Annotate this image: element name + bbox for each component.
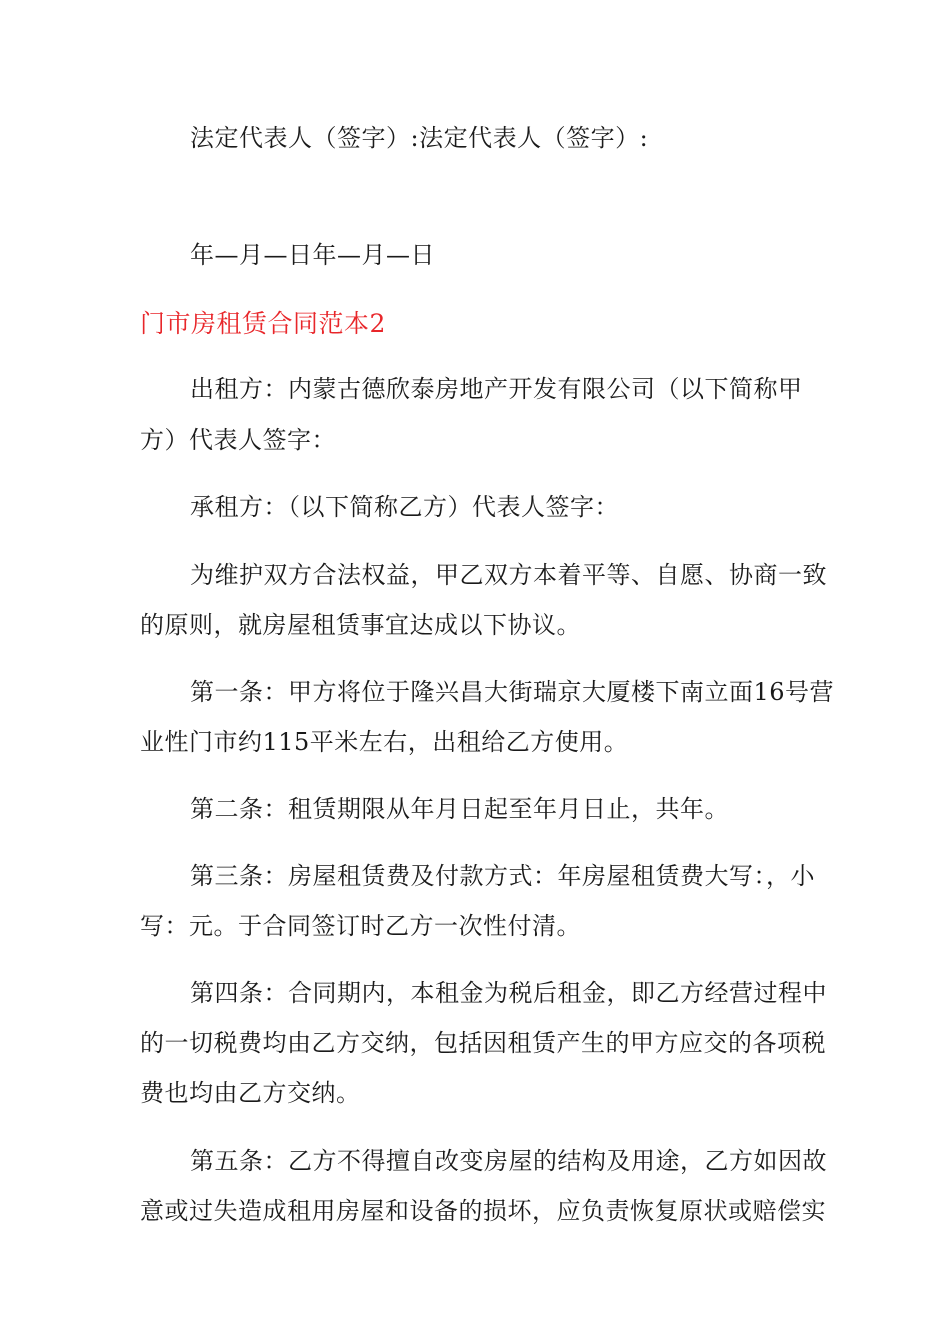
- lessee-line: 承租方：（以下简称乙方）代表人签字：: [190, 493, 619, 521]
- article-1-line: 第一条：甲方将位于隆兴昌大街瑞京大厦楼下南立面16号营: [190, 678, 835, 706]
- article-3-line: 第三条：房屋租赁费及付款方式：年房屋租赁费大写：，小: [190, 862, 815, 890]
- article-1-line-cont: 业性门市约115平米左右，出租给乙方使用。: [140, 728, 629, 756]
- article-4-line: 第四条：合同期内，本租金为税后租金，即乙方经营过程中: [190, 979, 827, 1007]
- article-2-line: 第二条：租赁期限从年月日起至年月日止，共年。: [190, 795, 729, 823]
- article-4-line-cont-2: 费也均由乙方交纳。: [140, 1079, 361, 1107]
- lessor-line-cont: 方）代表人签字：: [140, 426, 336, 454]
- article-3-line-cont: 写：元。于合同签订时乙方一次性付清。: [140, 912, 581, 940]
- date-line: 年—月—日年—月—日: [190, 241, 435, 269]
- section-heading: 门市房租赁合同范本2: [140, 309, 386, 338]
- article-5-line-cont: 意或过失造成租用房屋和设备的损坏，应负责恢复原状或赔偿实: [140, 1197, 826, 1225]
- article-4-line-cont: 的一切税费均由乙方交纳，包括因租赁产生的甲方应交的各项税: [140, 1029, 826, 1057]
- lessor-line: 出租方：内蒙古德欣泰房地产开发有限公司（以下简称甲: [190, 375, 803, 403]
- preamble-line-cont: 的原则，就房屋租赁事宜达成以下协议。: [140, 611, 581, 639]
- article-5-line: 第五条：乙方不得擅自改变房屋的结构及用途，乙方如因故: [190, 1147, 827, 1175]
- signature-line: 法定代表人（签字）:法定代表人（签字）:: [190, 124, 649, 152]
- preamble-line: 为维护双方合法权益，甲乙双方本着平等、自愿、协商一致: [190, 561, 827, 589]
